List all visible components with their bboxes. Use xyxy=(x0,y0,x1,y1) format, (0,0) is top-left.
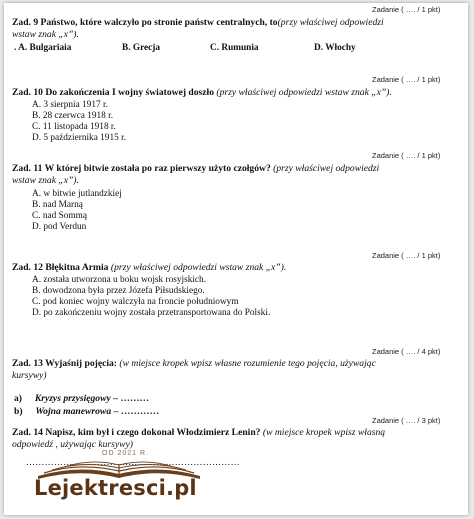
q12-title-bold: Zad. 12 Błękitna Armia xyxy=(12,262,109,273)
q13-title xyxy=(12,358,376,370)
q13-item-b-dots: – ………… xyxy=(111,406,160,417)
q9-title xyxy=(12,17,384,29)
q11-option-a: A. w bitwie jutlandzkiej xyxy=(32,189,122,199)
watermark-since: OD 2021 R. xyxy=(102,450,149,457)
q10-option-d: D. 5 października 1915 r. xyxy=(32,133,126,143)
watermark-logo xyxy=(32,450,212,514)
q9-title-bold: Zad. 9 Państwo, które walczyło po stronie państw centralnych, to xyxy=(12,17,278,28)
document-page xyxy=(4,3,468,515)
q13-instruction: kursywy) xyxy=(12,370,47,381)
q12-option-a: A. została utworzona u boku wojsk rosyjskich. xyxy=(32,275,207,285)
q9-score: Zadanie ( …. / 1 pkt) xyxy=(372,5,441,14)
q14-instruction: odpowiedź , używając kursywy) xyxy=(12,439,133,450)
q9-option-a: . A. Bulgariaia xyxy=(14,43,72,53)
q9-option-b: B. Grecja xyxy=(122,43,161,53)
q13-title-bold: Zad. 13 Wyjaśnij pojęcia: xyxy=(12,358,118,369)
q14-title xyxy=(12,427,385,439)
q14-score: Zadanie ( …. / 3 pkt) xyxy=(372,416,441,425)
q11-option-c: C. nad Sommą xyxy=(32,211,88,221)
q9-option-d: D. Włochy xyxy=(314,43,356,53)
q11-title-line2 xyxy=(12,175,79,187)
watermark-text: Lejektresci.pl xyxy=(34,476,197,500)
q12-title-italic: (przy właściwej odpowiedzi wstaw znak „x”). xyxy=(108,262,287,273)
q12-option-d: D. po zakończeniu wojny została przetransportowana do Polski. xyxy=(32,308,271,318)
q12-title xyxy=(12,262,286,274)
q10-title xyxy=(12,87,392,99)
q13-item-a-letter: a) xyxy=(14,393,22,404)
q13-item-a-dots: – ……… xyxy=(110,393,150,404)
q12-score: Zadanie ( …. / 1 pkt) xyxy=(372,251,441,260)
q11-option-d: D. pod Verdun xyxy=(32,222,87,232)
q13-score: Zadanie ( …. / 4 pkt) xyxy=(372,347,441,356)
q9-title-italic: (przy właściwej odpowiedzi xyxy=(277,17,384,28)
q13-item-a-term: Kryzys przysięgowy xyxy=(34,393,111,404)
q9-option-c: C. Rumunia xyxy=(210,43,259,53)
q10-score: Zadanie ( …. / 1 pkt) xyxy=(372,75,441,84)
q9-title-line2 xyxy=(12,29,79,41)
q9-instruction: wstaw znak „x”). xyxy=(12,29,79,40)
q10-option-b: B. 28 czerwca 1918 r. xyxy=(32,111,114,121)
q13-item-b-term: Wojna manewrowa xyxy=(35,406,112,417)
q11-option-b: B. nad Marną xyxy=(32,200,83,210)
q13-title-line2 xyxy=(12,370,47,382)
q10-option-a: A. 3 sierpnia 1917 r. xyxy=(32,100,108,110)
q14-title-bold: Zad. 14 Napisz, kim był i czego dokonał Włodzimierz Lenin? xyxy=(12,427,261,438)
q12-option-b: B. dowodzona była przez Józefa Piłsudskiego. xyxy=(32,286,205,296)
q13-item-a xyxy=(14,393,149,405)
q10-option-c: C. 11 listopada 1918 r. xyxy=(32,122,116,132)
q13-title-italic: (w miejsce kropek wpisz własne rozumienie tego pojęcia, używając xyxy=(117,358,376,369)
q12-option-c: C. pod koniec wojny walczyła na froncie południowym xyxy=(32,297,239,307)
q14-answer-dots: …………………………………………………………… xyxy=(26,457,240,467)
q11-score: Zadanie ( …. / 1 pkt) xyxy=(372,151,441,160)
q13-item-b xyxy=(14,406,159,418)
q10-title-bold: Zad. 10 Do zakończenia I wojny światowej doszło xyxy=(12,87,215,98)
q11-title-italic: (przy właściwej odpowiedzi xyxy=(270,163,380,174)
q11-instruction: wstaw znak „x”). xyxy=(12,175,79,186)
q13-item-b-letter: b) xyxy=(14,406,23,417)
q10-title-italic: (przy właściwej odpowiedzi wstaw znak „x”). xyxy=(214,87,392,98)
q11-title xyxy=(12,163,379,175)
q11-title-bold: Zad. 11 W której bitwie została po raz pierwszy użyto czołgów? xyxy=(12,163,271,174)
q14-title-line2 xyxy=(12,439,133,451)
q14-title-italic: (w miejsce kropek wpisz własną xyxy=(260,427,386,438)
